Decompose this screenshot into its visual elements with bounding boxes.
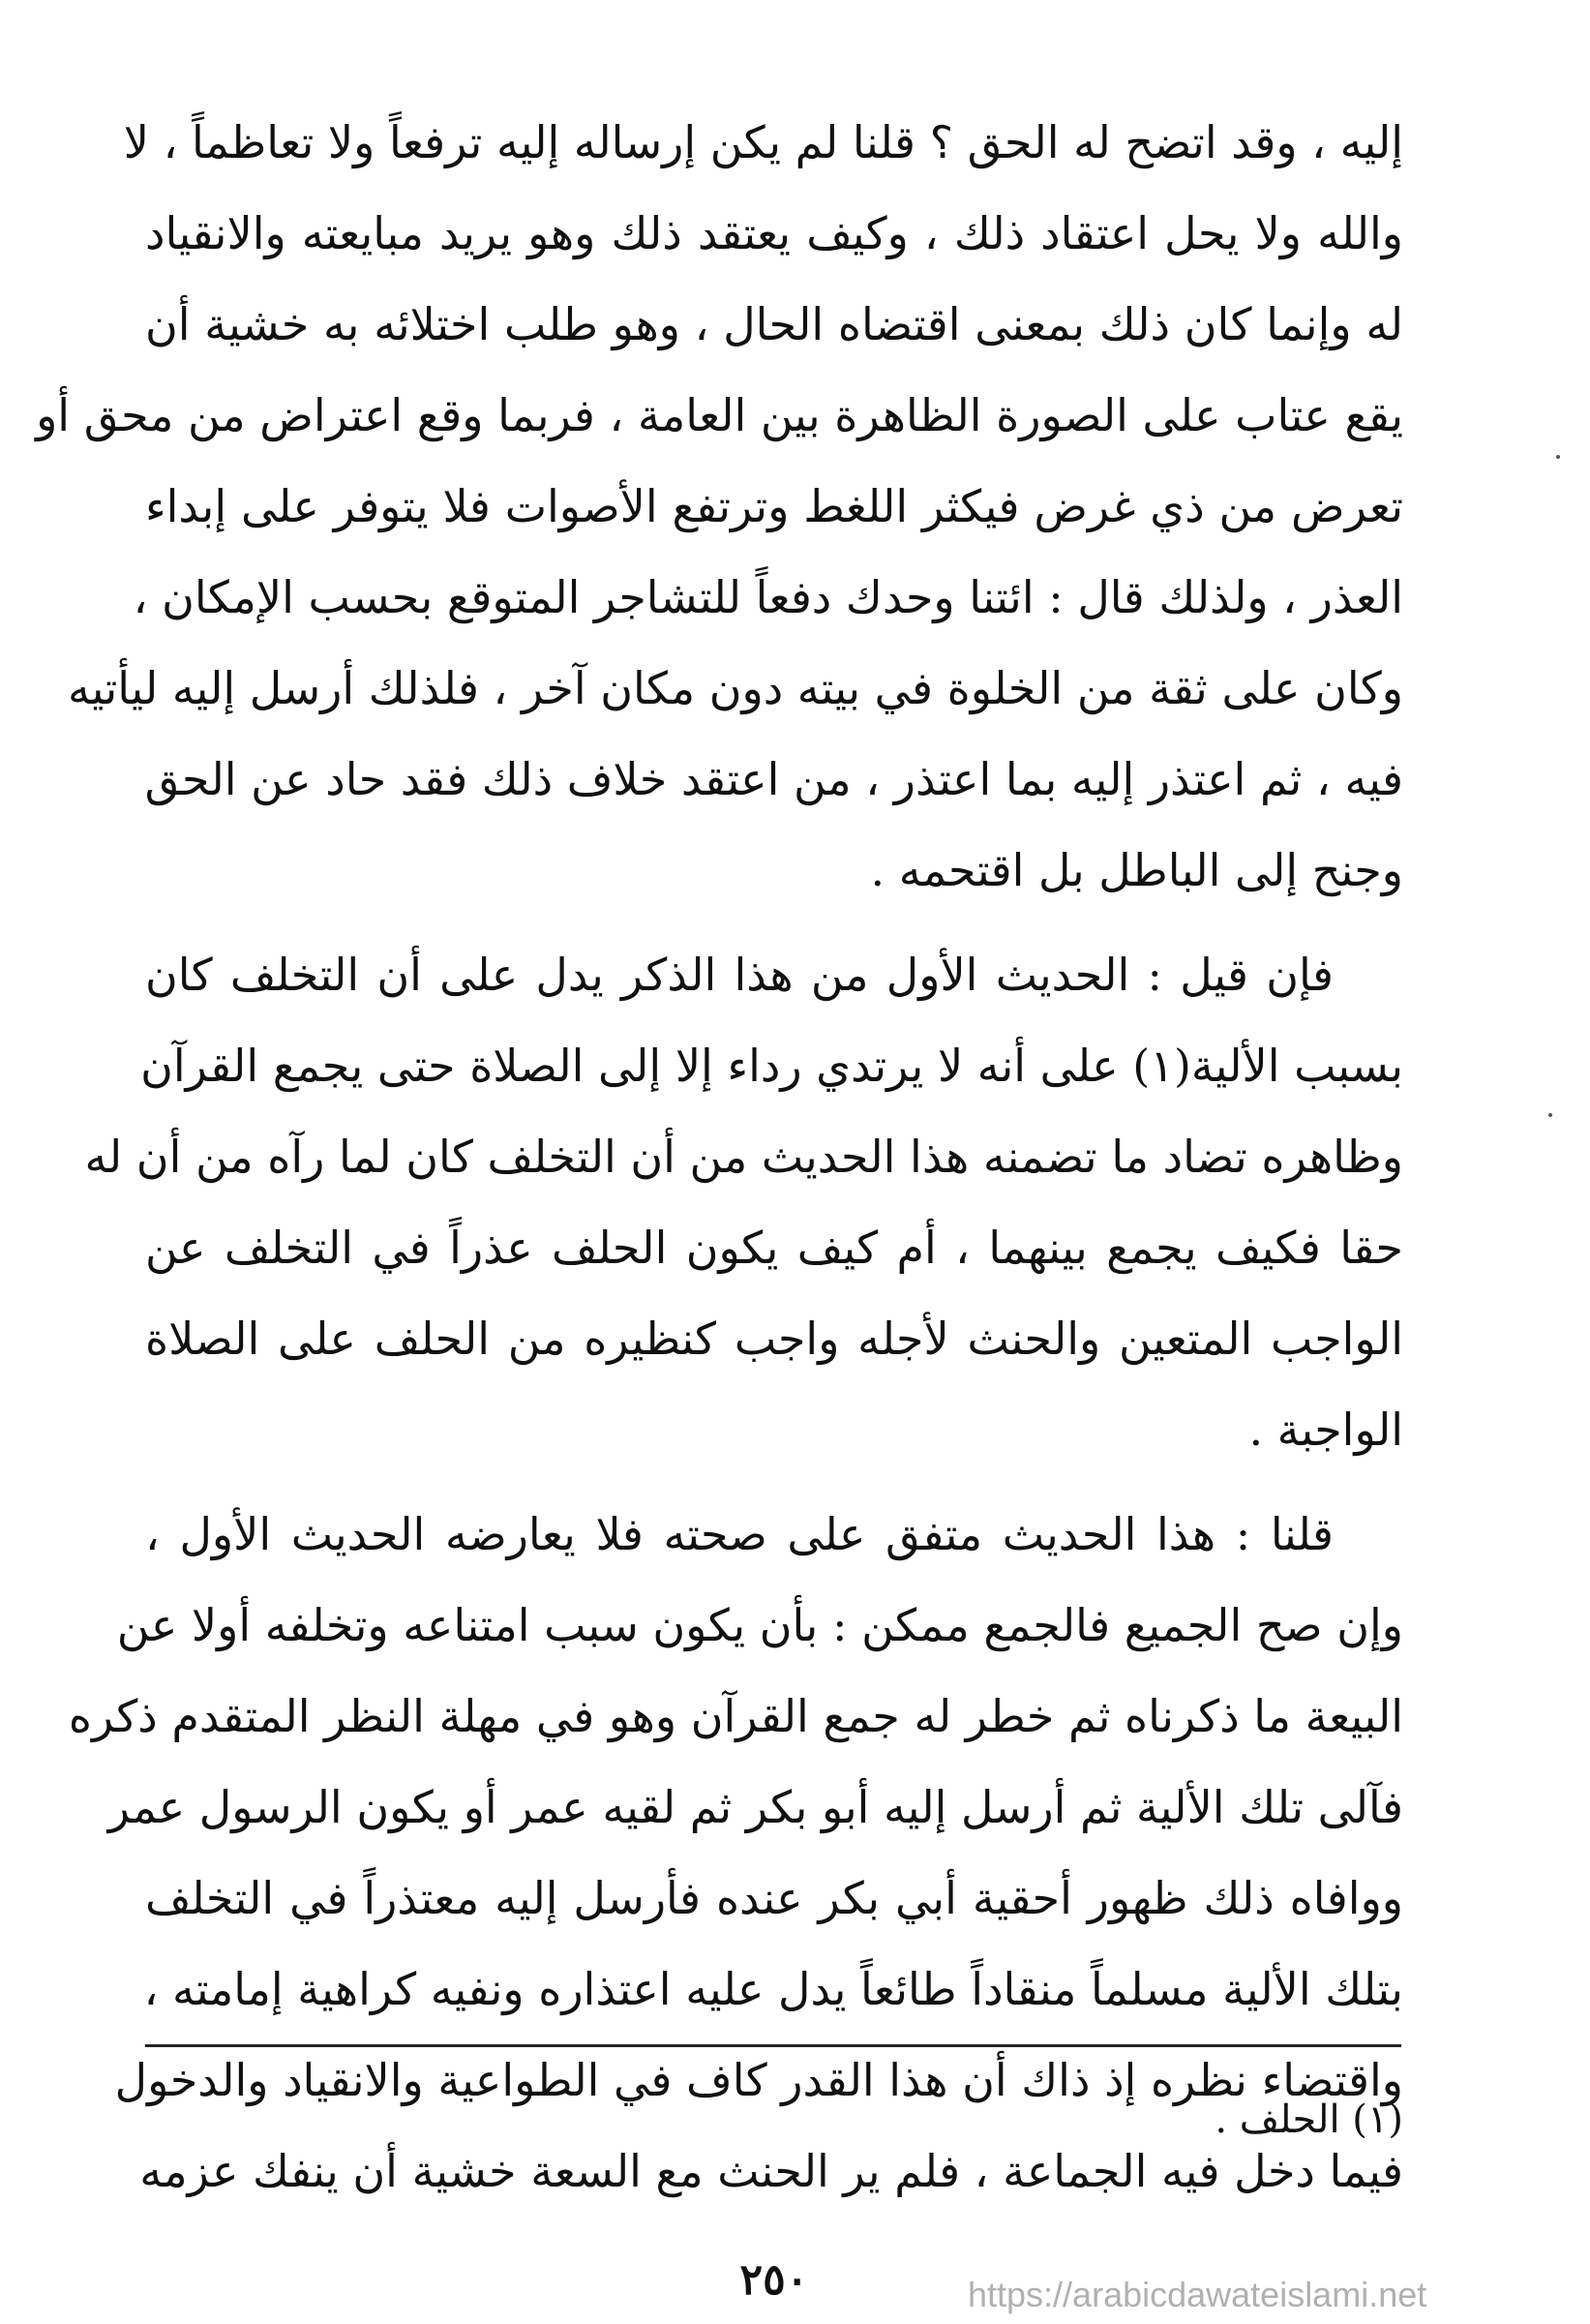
paragraph: [84, 929, 1403, 1475]
text-line: له وإنما كان ذلك بمعنى اقتضاه الحال ، وهو طلب اختلائه به خشية أن: [145, 298, 1403, 350]
text-line: بسبب الألية(١) على أنه لا يرتدي رداء إلا إلى الصلاة حتى يجمع القرآن: [140, 1040, 1403, 1092]
text-line: وظاهره تضاد ما تضمنه هذا الحديث من أن التخلف كان لما رآه من أن له: [84, 1131, 1403, 1183]
footnote-divider: [145, 2044, 1401, 2047]
text-line: الواجب المتعين والحنث لأجله واجب كنظيره من الحلف على الصلاة: [145, 1313, 1403, 1365]
text-line: فإن قيل : الحديث الأول من هذا الذكر يدل على أن التخلف كان: [145, 949, 1334, 1001]
book-page: [36, 97, 1403, 2305]
text-line: وجنح إلى الباطل بل اقتحمه .: [870, 844, 1403, 896]
text-line: فيه ، ثم اعتذر إليه بما اعتذر ، من اعتقد خلاف ذلك فقد حاد عن الحق: [144, 753, 1403, 805]
watermark-url: https://arabicdawateislami.net: [968, 2275, 1427, 2314]
text-line: وكان على ثقة من الخلوة في بيته دون مكان آخر ، فلذلك أرسل إليه ليأتيه: [67, 662, 1403, 714]
text-line: يقع عتاب على الصورة الظاهرة بين العامة ، فربما وقع اعتراض من محق أو: [36, 389, 1403, 441]
text-line: قلنا : هذا الحديث متفق على صحته فلا يعارضه الحديث الأول ،: [145, 1508, 1334, 1560]
paragraph: [36, 97, 1403, 916]
text-line: فيما دخل فيه الجماعة ، فلم ير الحنث مع السعة خشية أن ينفك عزمه: [139, 2145, 1403, 2197]
text-line: وإن صح الجميع فالجمع ممكن : بأن يكون سبب امتناعه وتخلفه أولا عن: [116, 1599, 1403, 1651]
main-text: [36, 97, 1403, 2217]
text-line: ووافاه ذلك ظهور أحقية أبي بكر عنده فأرسل إليه معتذراً في التخلف: [145, 1872, 1403, 1924]
text-line: البيعة ما ذكرناه ثم خطر له جمع القرآن وهو في مهلة النظر المتقدم ذكره: [68, 1690, 1403, 1742]
text-line: العذر ، ولذلك قال : ائتنا وحدك دفعاً للتشاجر المتوقع بحسب الإمكان ،: [133, 571, 1403, 623]
paragraph-gap: [145, 916, 1403, 929]
footnote: (١) الحلف .: [1215, 2098, 1403, 2142]
text-line: إليه ، وقد اتضح له الحق ؟ قلنا لم يكن إرساله إليه ترفعاً ولا تعاظماً ، لا: [123, 116, 1403, 168]
text-line: فآلى تلك الألية ثم أرسل إليه أبو بكر ثم لقيه عمر أو يكون الرسول عمر: [107, 1781, 1403, 1833]
text-line: واقتضاء نظره إذ ذاك أن هذا القدر كاف في الطواعية والانقياد والدخول: [114, 2054, 1403, 2106]
scan-speck: [1556, 455, 1560, 459]
text-line: بتلك الألية مسلماً منقاداً طائعاً يدل عليه اعتذاره ونفيه كراهية إمامته ،: [143, 1963, 1403, 2015]
text-line: تعرض من ذي غرض فيكثر اللغط وترتفع الأصوات فلا يتوفر على إبداء: [145, 480, 1403, 532]
text-line: حقا فكيف يجمع بينهما ، أم كيف يكون الحلف عذراً في التخلف عن: [145, 1222, 1403, 1274]
text-line: الواجبة .: [1248, 1403, 1403, 1456]
page-number: ٢٥٠: [739, 2255, 809, 2305]
text-line: والله ولا يحل اعتقاد ذلك ، وكيف يعتقد ذلك وهو يريد مبايعته والانقياد: [145, 207, 1403, 259]
scan-speck: [1548, 1113, 1552, 1117]
paragraph-gap: [145, 1475, 1403, 1489]
